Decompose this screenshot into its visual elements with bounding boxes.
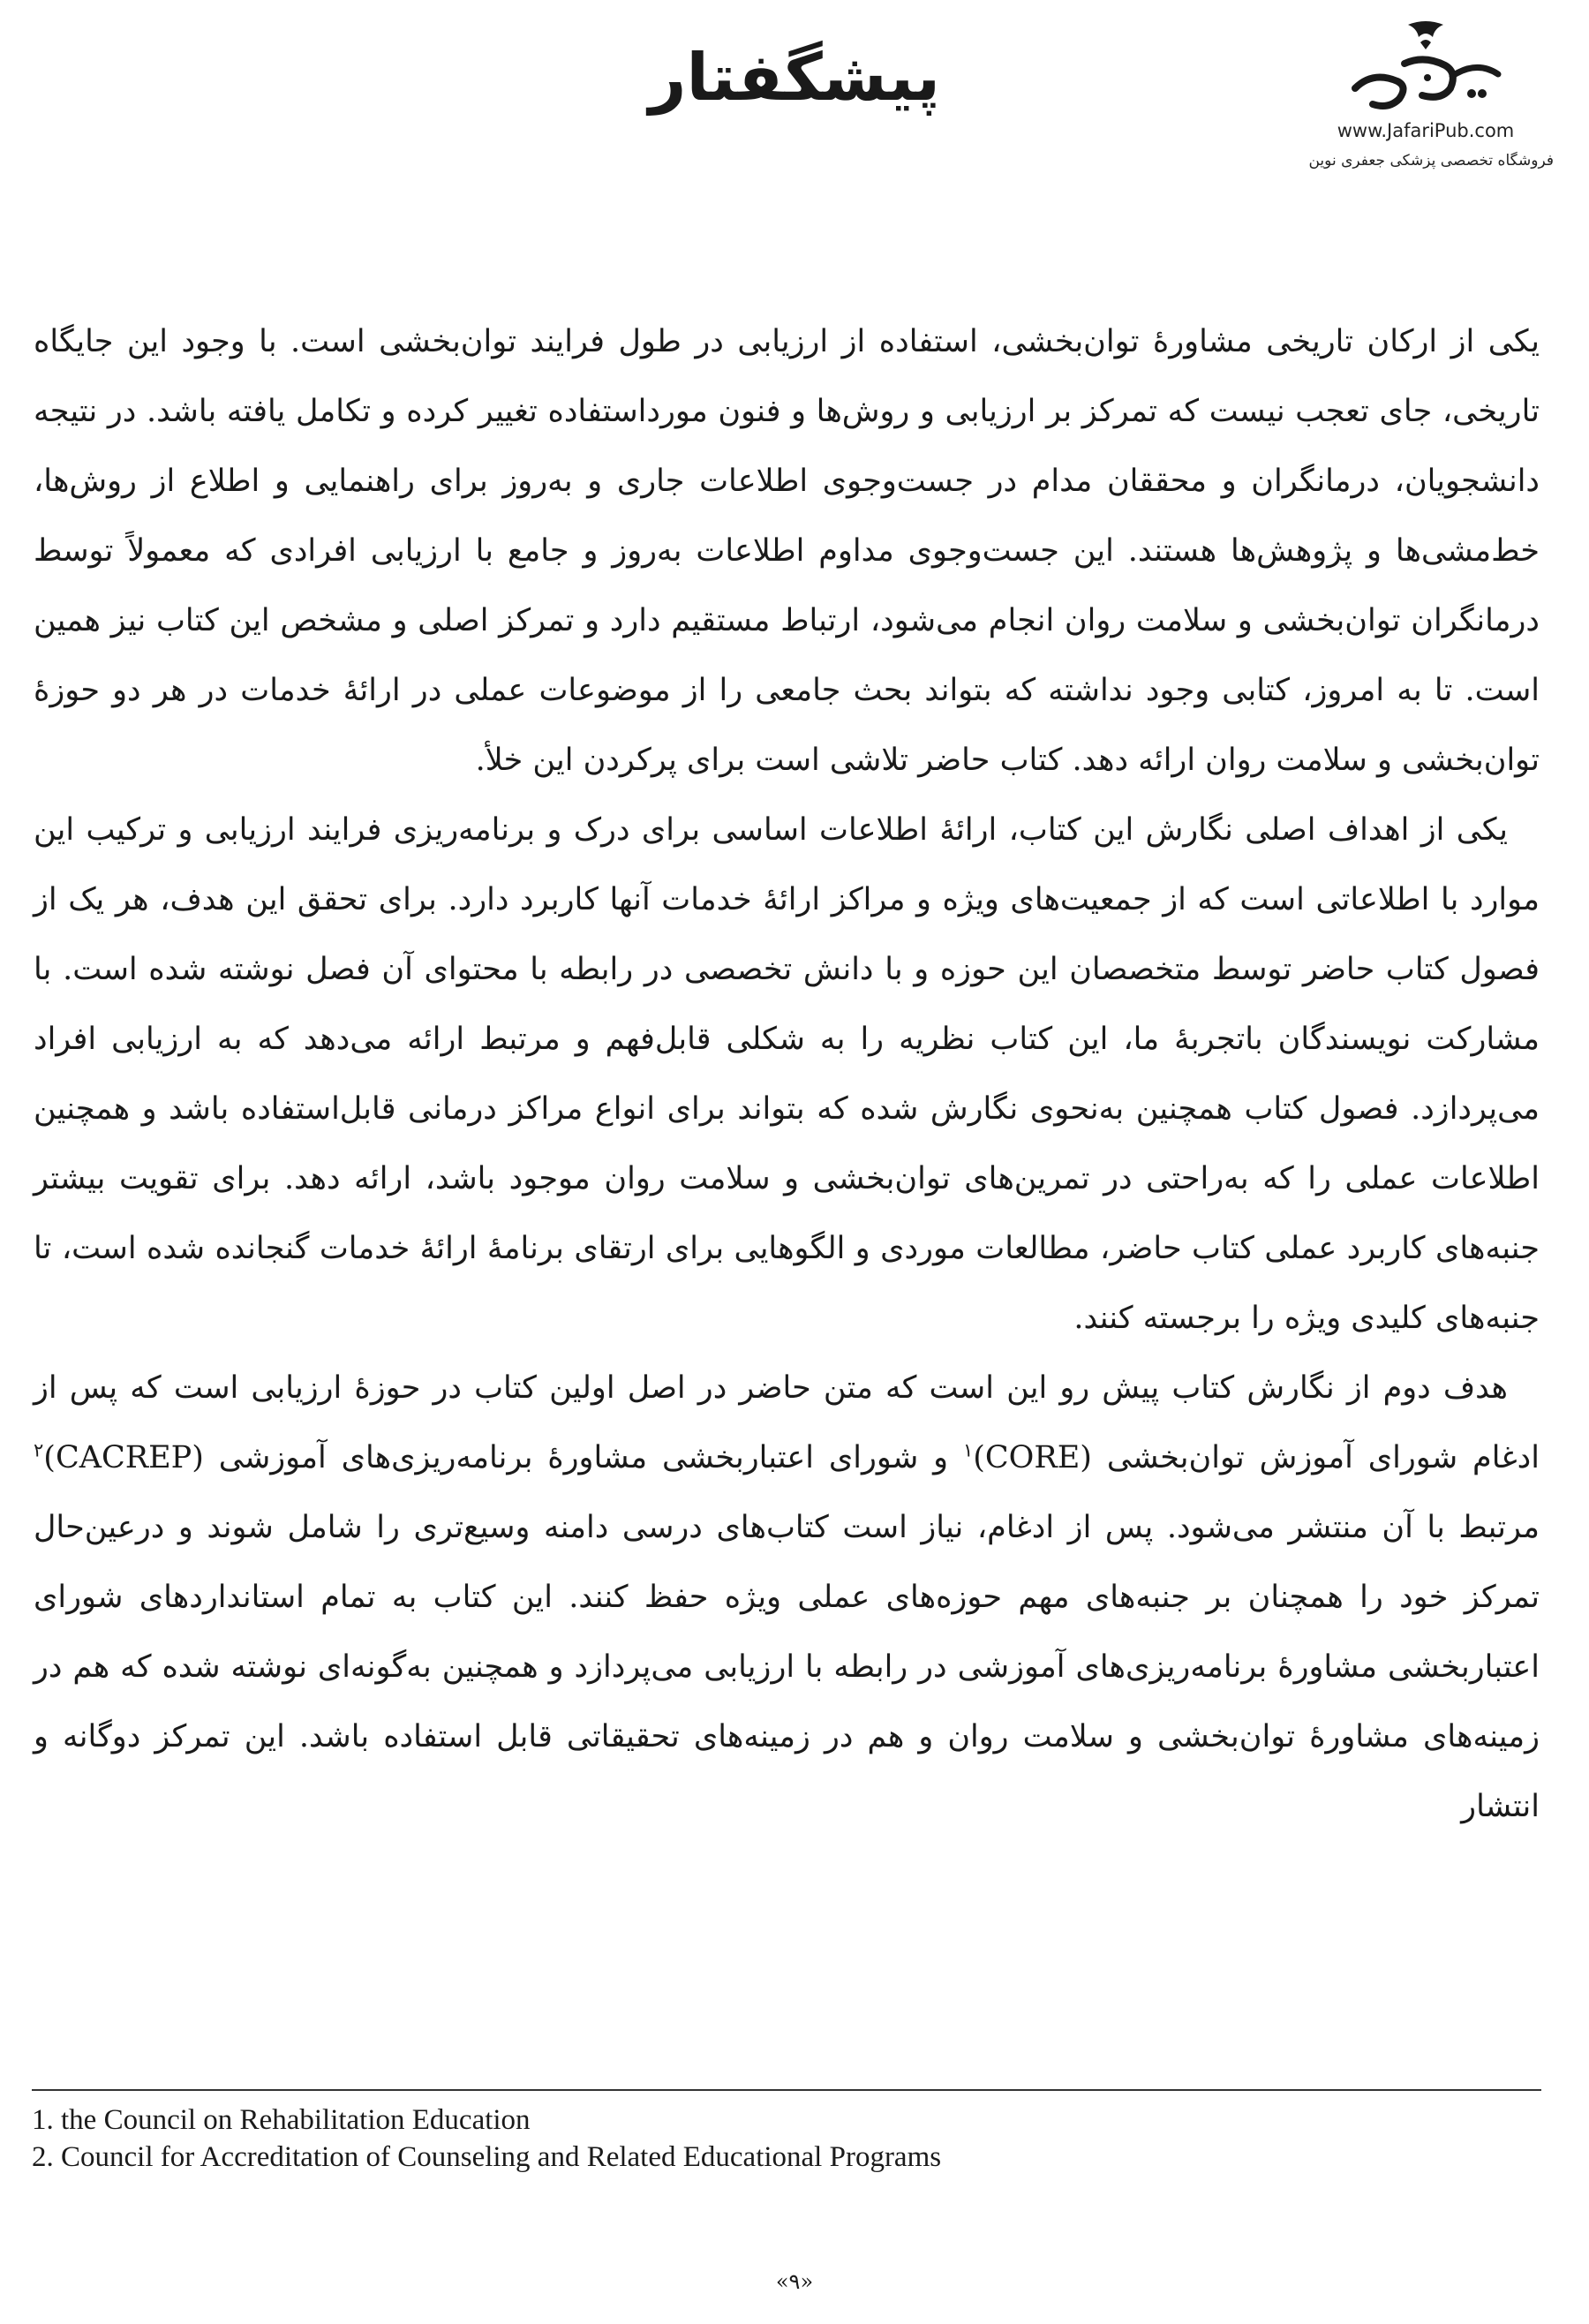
- footnotes: [32, 2101, 1541, 2176]
- publisher-logo[interactable]: [1298, 19, 1554, 178]
- page-number: «۹»: [775, 2269, 814, 2294]
- paragraph-1: یکی از ارکان تاریخی مشاورهٔ توان‌بخشی، استفاده از ارزیابی در طول فرایند توان‌بخشی است. با وجود این جایگاه تاریخی، جای تعجب نیست که تمرکز بر ارزیابی و روش‌ها و فنون مورداستفاده تغییر کرده و تکامل یافته باشد. در نتیجه دانشجویان، درمانگران و محققان مدام در جست‌وجوی اطلاعات جاری و به‌روز برای راهنمایی و اطلاع از روش‌ها، خط‌مشی‌ها و پژوهش‌ها هستند. این جست‌وجوی مداوم اطلاعات به‌روز و جامع با ارزیابی افرادی که معمولاً توسط درمانگران توان‌بخشی و سلامت روان انجام می‌شود، ارتباط مستقیم دارد و تمرکز اصلی و مشخص این کتاب نیز همین است. تا به امروز، کتابی وجود نداشته که بتواند بحث جامعی را از موضوعات عملی در ارائهٔ خدمات در هر دو حوزهٔ توان‌بخشی و سلامت روان ارائه دهد. کتاب حاضر تلاشی است برای پرکردن این خلأ.: [34, 324, 1540, 778]
- paragraph-2: یکی از اهداف اصلی نگارش این کتاب، ارائهٔ اطلاعات اساسی برای درک و برنامه‌ریزی فرایند ارزیابی و ترکیب این موارد با اطلاعاتی است که از جمعیت‌های ویژه و مراکز ارائهٔ خدمات آنها کاربرد دارد. برای تحقق این هدف، هر یک از فصول کتاب حاضر توسط متخصصان این حوزه و با دانش تخصصی در رابطه با محتوای آن فصل نوشته شده است. با مشارکت نویسندگان باتجربهٔ ما، این کتاب نظریه را به شکلی قابل‌فهم و مرتبط ارائه می‌دهد که به ارزیابی افراد می‌پردازد. فصول کتاب همچنین به‌نحوی نگارش شده که بتواند برای انواع مراکز درمانی قابل‌استفاده باشد و همچنین اطلاعات عملی را که به‌راحتی در تمرین‌های توان‌بخشی و سلامت روان موجود باشد، ارائه دهد. برای تقویت بیشتر جنبه‌های کاربرد عملی کتاب حاضر، مطالعات موردی و الگوهایی برای ارتقای برنامهٔ ارائهٔ خدمات گنجانده شده است، تا جنبه‌های کلیدی ویژه را برجسته کنند.: [34, 812, 1540, 1336]
- publisher-logo-mark-icon: [1346, 19, 1505, 117]
- publisher-caption: فروشگاه تخصصی پزشکی جعفری نوین: [1308, 152, 1554, 170]
- publisher-website[interactable]: www.JafariPub.com: [1337, 120, 1515, 141]
- footnote-ref-2: ۲: [34, 1439, 44, 1461]
- page-title: پیشگفتار: [648, 40, 941, 116]
- footnote-divider: [32, 2089, 1541, 2091]
- footnote-2: 2. Council for Accreditation of Counseling and Related Educational Programs: [32, 2141, 942, 2173]
- paragraph-3-part-3: مرتبط با آن منتشر می‌شود. پس از ادغام، نیاز است کتاب‌های درسی دامنه وسیع‌تری را شامل شوند و درعین‌حال تمرکز خود را همچنان بر جنبه‌های مهم حوزه‌های عملی ویژه حفظ کنند. این کتاب به تمام استانداردهای شورای اعتباربخشی مشاورهٔ برنامه‌ریزی‌های آموزشی در رابطه با ارزیابی می‌پردازد و همچنین به‌گونه‌ای نوشته شده که هم در زمینه‌های مشاورهٔ توان‌بخشی و سلامت روان و هم در زمینه‌های تحقیقاتی قابل استفاده باشد. این تمرکز دوگانه و انتشار: [34, 1510, 1540, 1824]
- paragraph-3-part-2: و شورای اعتباربخشی مشاورهٔ برنامه‌ریزی‌های آموزشی (CACREP): [43, 1440, 963, 1475]
- preface-body: [34, 307, 1540, 1842]
- footnote-1: 1. the Council on Rehabilitation Education: [32, 2104, 531, 2136]
- paragraph-3: [34, 1354, 1540, 1842]
- paragraph-3-part-1: هدف دوم از نگارش کتاب پیش رو این است که متن حاضر در اصل اولین کتاب در حوزهٔ ارزیابی است که پس از ادغام شورای آموزش توان‌بخشی (CORE): [34, 1370, 1540, 1475]
- footnote-ref-1: ۱: [962, 1439, 974, 1461]
